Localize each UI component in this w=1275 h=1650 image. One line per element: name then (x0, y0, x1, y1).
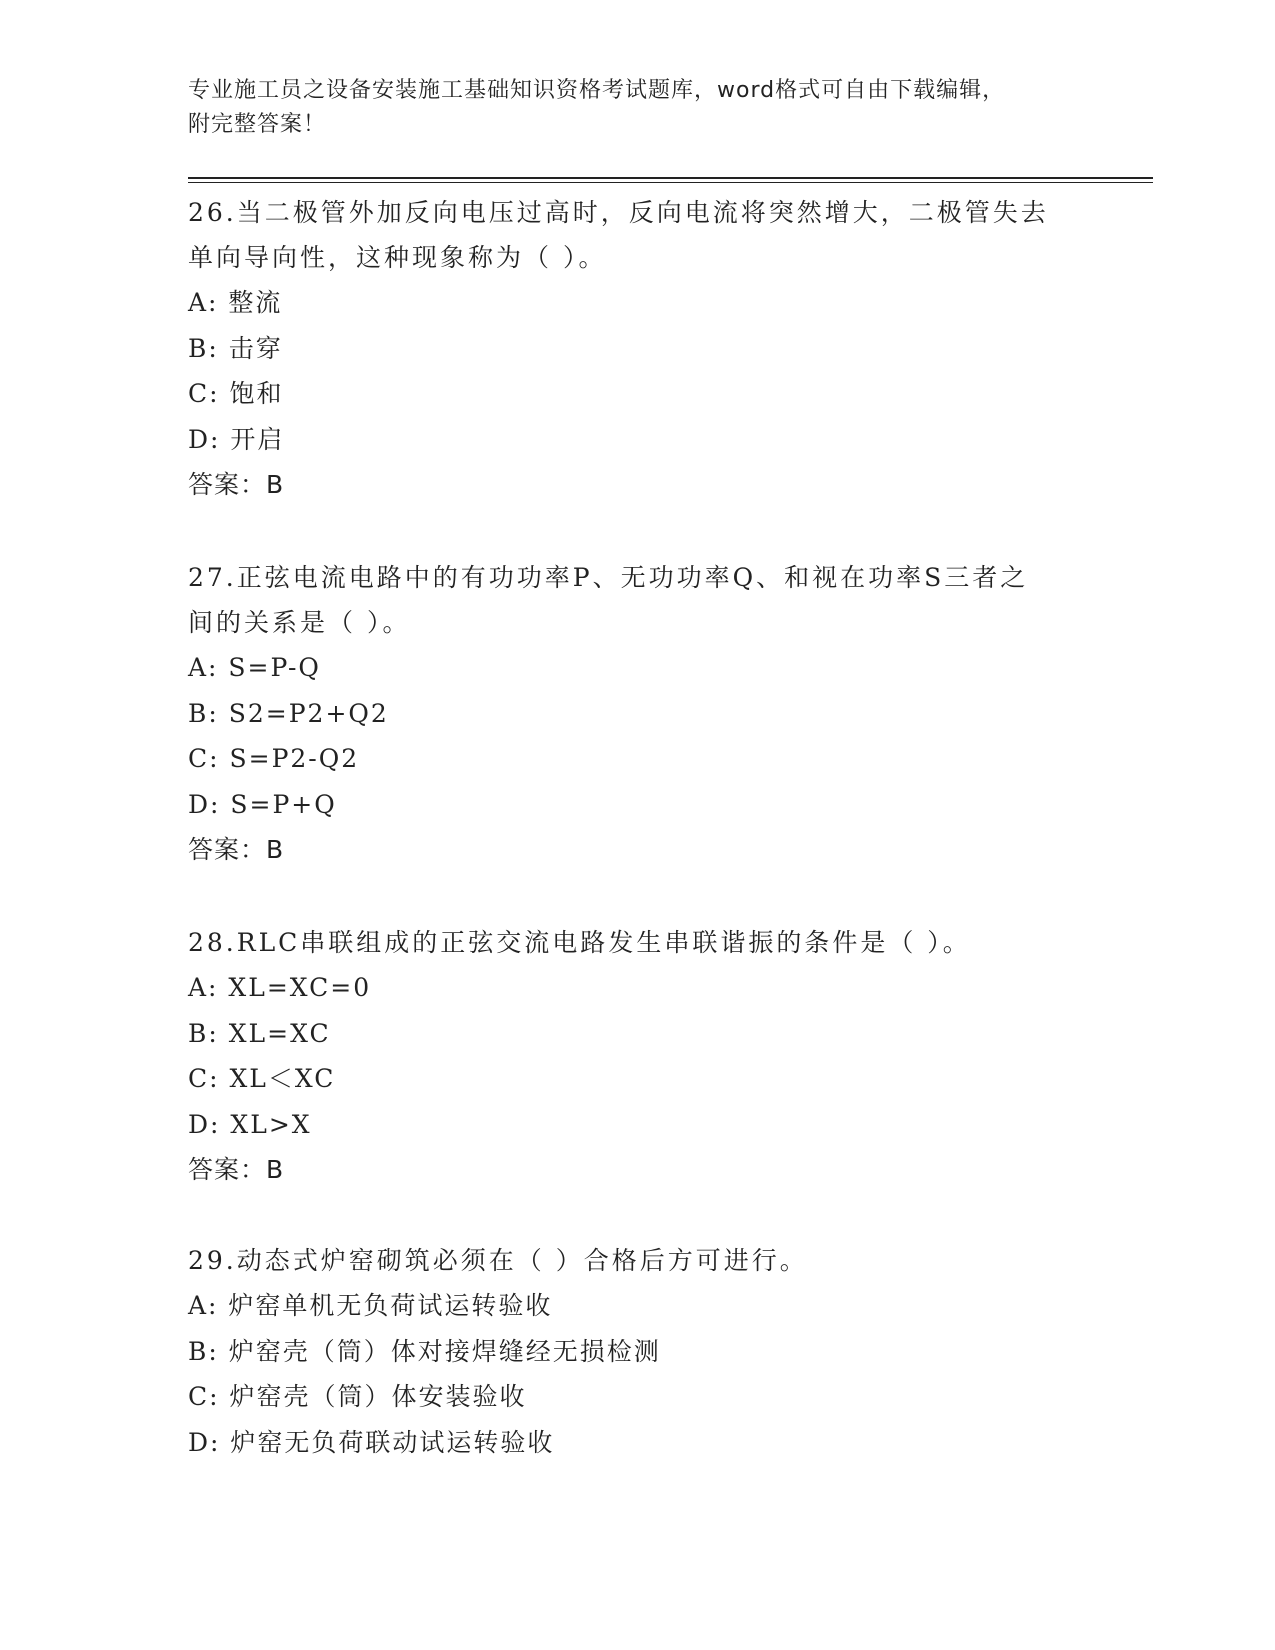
question-stem-line: 27.正弦电流电路中的有功功率P、无功功率Q、和视在功率S三者之 (188, 563, 1029, 592)
answer: 答案：B (188, 470, 285, 499)
question-29 (188, 1238, 1088, 1465)
header-divider-thick (188, 177, 1153, 179)
question-stem-line: 单向导向性，这种现象称为（ ）。 (188, 243, 607, 272)
option-d: D: 开启 (188, 424, 285, 454)
option-c: C: 饱和 (188, 379, 284, 408)
answer: 答案：B (188, 835, 285, 864)
question-stem-line: 29.动态式炉窑砌筑必须在（ ）合格后方可进行。 (188, 1246, 808, 1275)
question-stem (188, 555, 1088, 645)
option-a: A: 炉窑单机无负荷试运转验收 (188, 1291, 553, 1320)
option-d: D: S=P+Q (188, 789, 337, 819)
option-b: B: 击穿 (188, 333, 283, 363)
question-27 (188, 555, 1088, 872)
option-a: A: XL=XC=0 (188, 973, 372, 1002)
option-c: C: XL＜XC (188, 1064, 336, 1093)
option-d: D: XL>X (188, 1109, 312, 1139)
header-divider-thin (188, 182, 1153, 183)
option-c: C: 炉窑壳（筒）体安装验收 (188, 1382, 527, 1411)
header-line-1: 专业施工员之设备安装施工基础知识资格考试题库，word格式可自由下载编辑， (188, 78, 1006, 103)
document-header (188, 74, 1068, 142)
question-stem (188, 920, 1088, 965)
option-c: C: S=P2-Q2 (188, 744, 360, 773)
answer: 答案：B (188, 1155, 285, 1184)
question-28 (188, 920, 1088, 1192)
option-b: B: XL=XC (188, 1018, 331, 1048)
question-stem-line: 间的关系是（ ）。 (188, 608, 411, 637)
question-stem-line: 28.RLC串联组成的正弦交流电路发生串联谐振的条件是（ ）。 (188, 928, 971, 957)
question-26 (188, 190, 1088, 507)
option-a: A: S=P-Q (188, 653, 321, 682)
header-line-2: 附完整答案！ (188, 112, 327, 137)
option-d: D: 炉窑无负荷联动试运转验收 (188, 1427, 555, 1457)
question-stem-line: 26.当二极管外加反向电压过高时，反向电流将突然增大，二极管失去 (188, 198, 1049, 227)
option-b: B: S2=P2+Q2 (188, 698, 389, 728)
option-a: A: 整流 (188, 288, 283, 317)
option-b: B: 炉窑壳（筒）体对接焊缝经无损检测 (188, 1336, 661, 1366)
question-stem (188, 1238, 1088, 1283)
question-stem (188, 190, 1088, 280)
